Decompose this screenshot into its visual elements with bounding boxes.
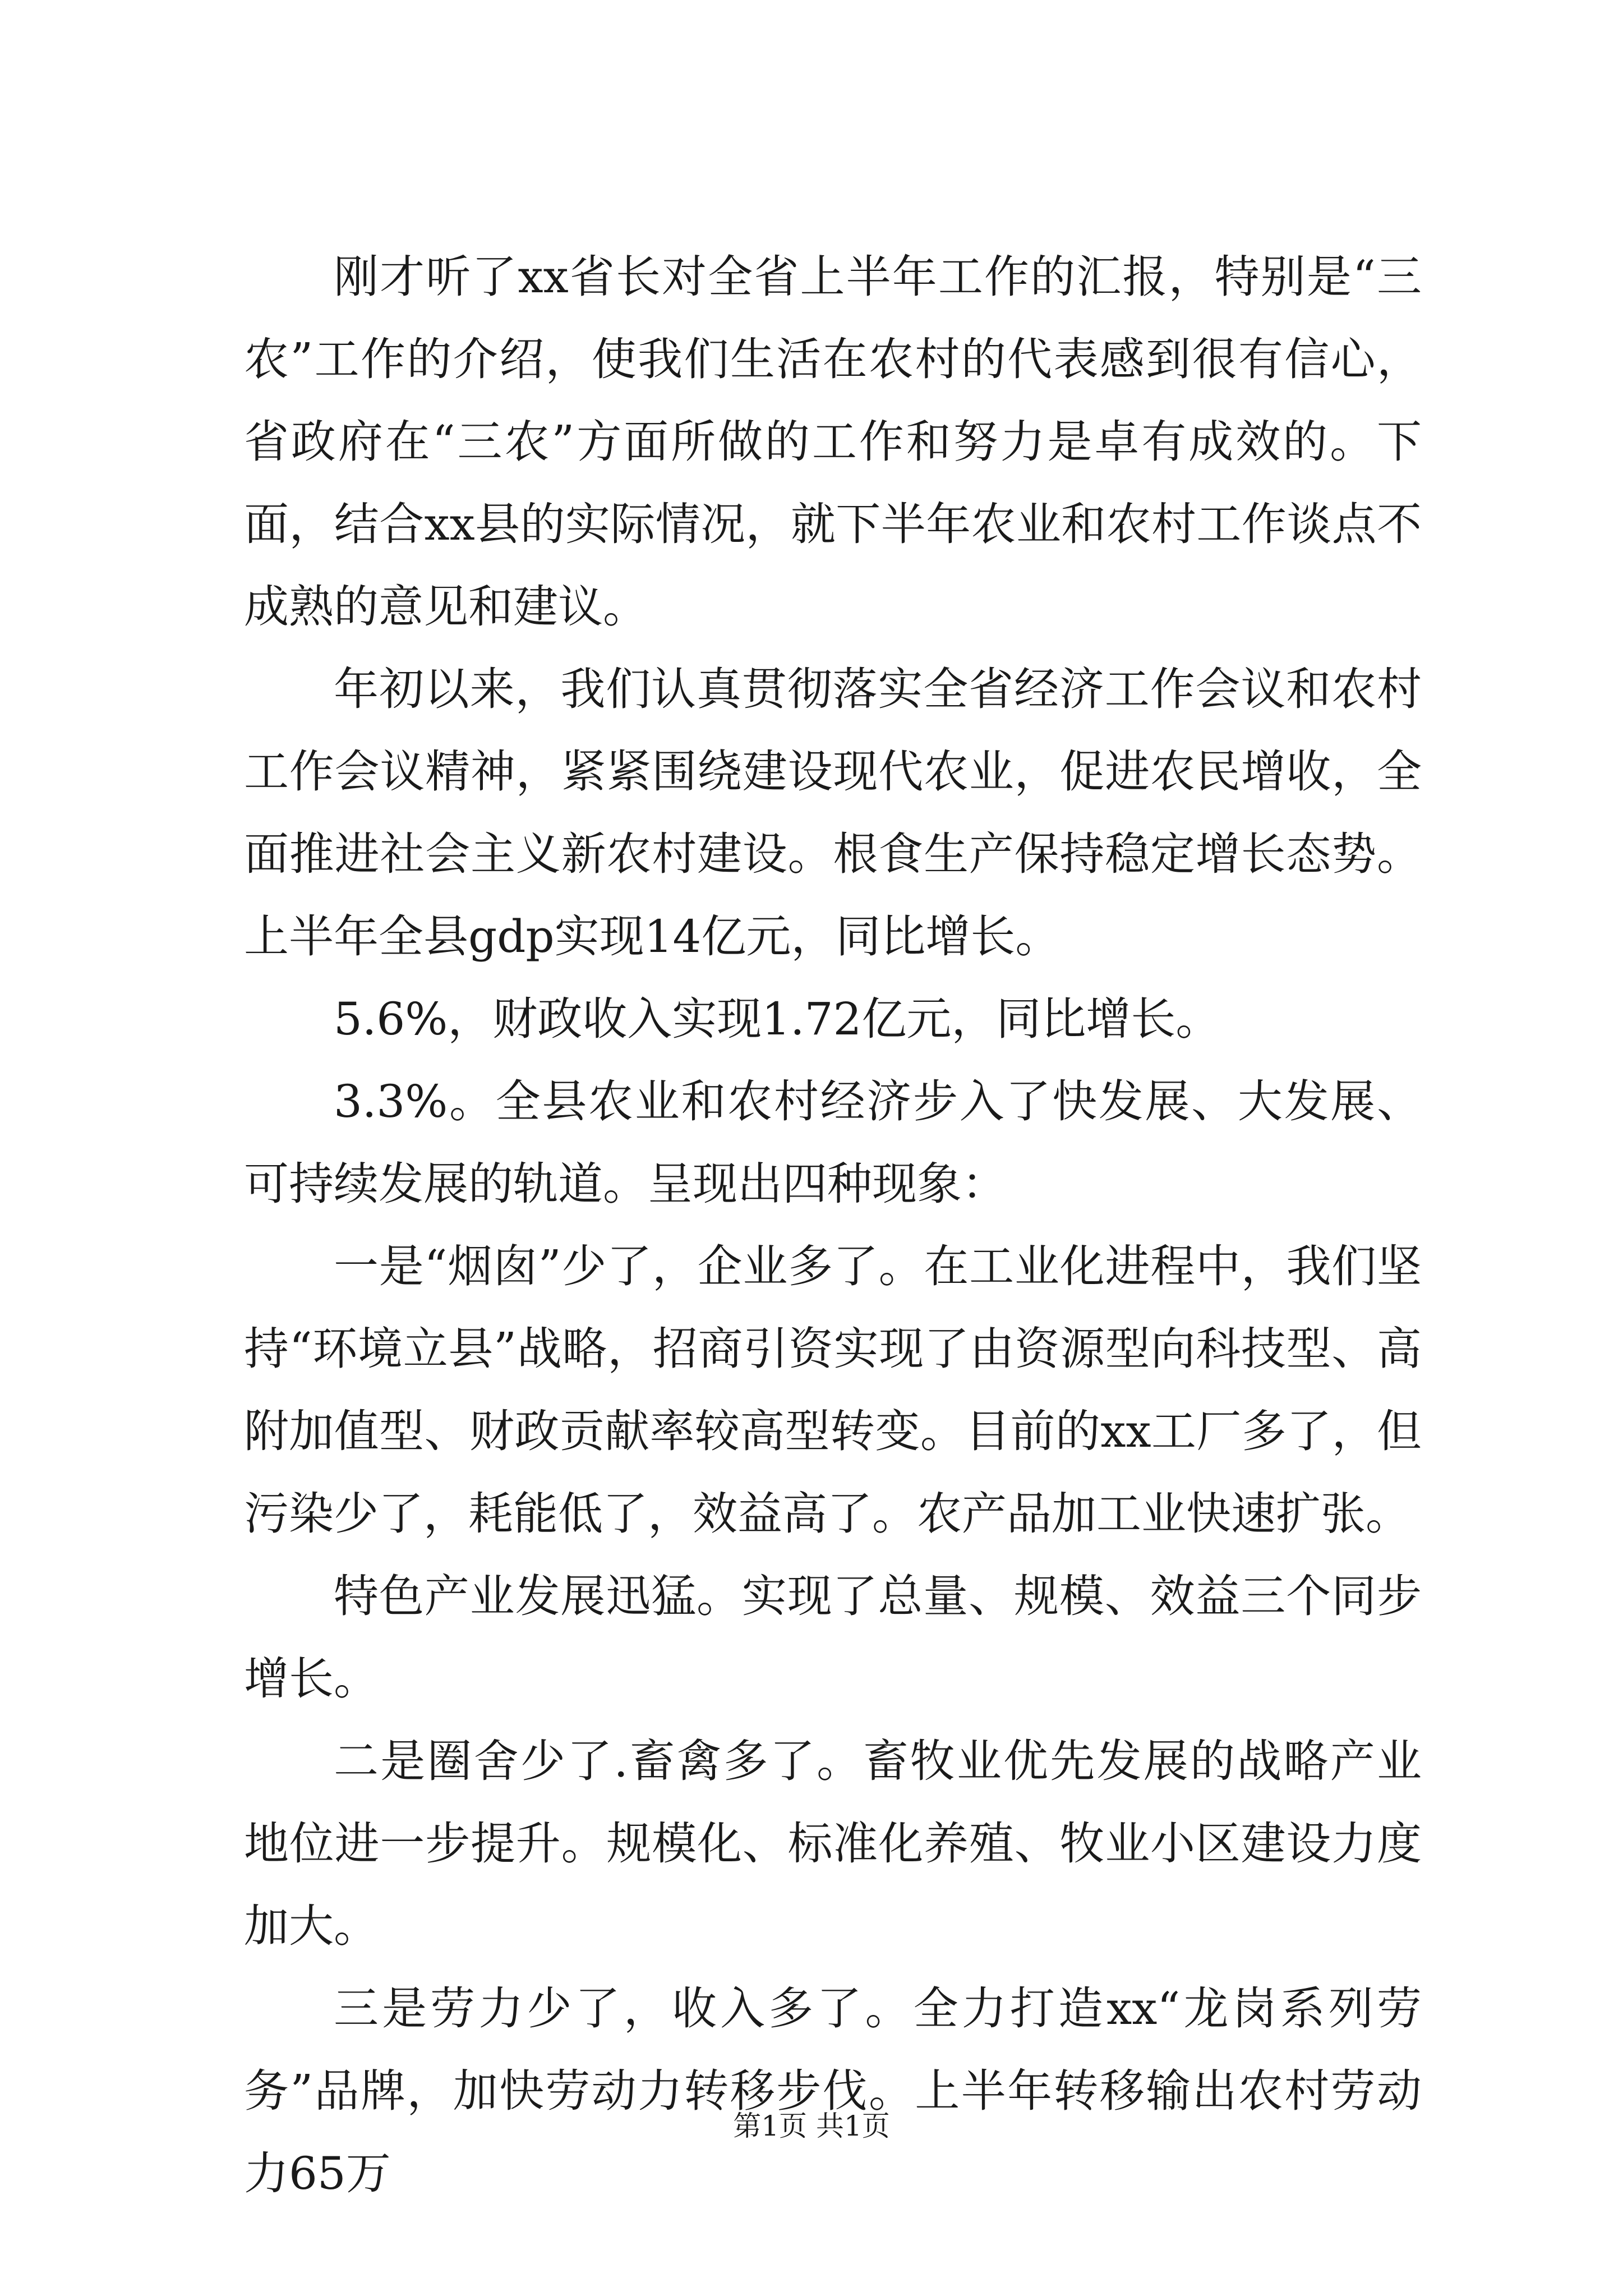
paragraph-2: 年初以来，我们认真贯彻落实全省经济工作会议和农村工作会议精神，紧紧围绕建设现代农业，促进农民增收，全面推进社会主义新农村建设。根食生产保持稳定增长态势。上半年全县gdp实现14亿元，同比增长。: [244, 663, 1422, 963]
paragraph-7: 二是圈舍少了.畜禽多了。畜牧业优先发展的战略产业地位进一步提升。规模化、标准化养殖、牧业小区建设力度加大。: [244, 1735, 1422, 1952]
paragraph-5: 一是“烟囱”少了，企业多了。在工业化进程中，我们坚持“环境立县”战略，招商引资实现了由资源型向科技型、高附加值型、财政贡献率较高型转变。目前的xx工厂多了，但污染少了，耗能低了，效益高了。农产品加工业快速扩张。: [244, 1240, 1422, 1540]
paragraph-1: 刚才听了xx省长对全省上半年工作的汇报，特别是“三农”工作的介绍，使我们生活在农村的代表感到很有信心，省政府在“三农”方面所做的工作和努力是卓有成效的。下面，结合xx县的实际情况，就下半年农业和农村工作谈点不成熟的意见和建议。: [244, 251, 1422, 633]
paragraph-3: 5.6%，财政收入实现1.72亿元，同比增长。: [334, 993, 1221, 1045]
paragraph-8: 三是劳力少了，收入多了。全力打造xx“龙岗系列劳务”品牌，加快劳动力转移步伐。上半年转移输出农村劳动力65万: [244, 1982, 1422, 2200]
paragraph-6: 特色产业发展迅猛。实现了总量、规模、效益三个同步增长。: [244, 1570, 1422, 1705]
page-footer: 第1页 共1页: [733, 2110, 890, 2142]
document-body: [244, 236, 1422, 2215]
paragraph-4: 3.3%。全县农业和农村经济步入了快发展、大发展、可持续发展的轨道。呈现出四种现象：: [244, 1075, 1422, 1210]
